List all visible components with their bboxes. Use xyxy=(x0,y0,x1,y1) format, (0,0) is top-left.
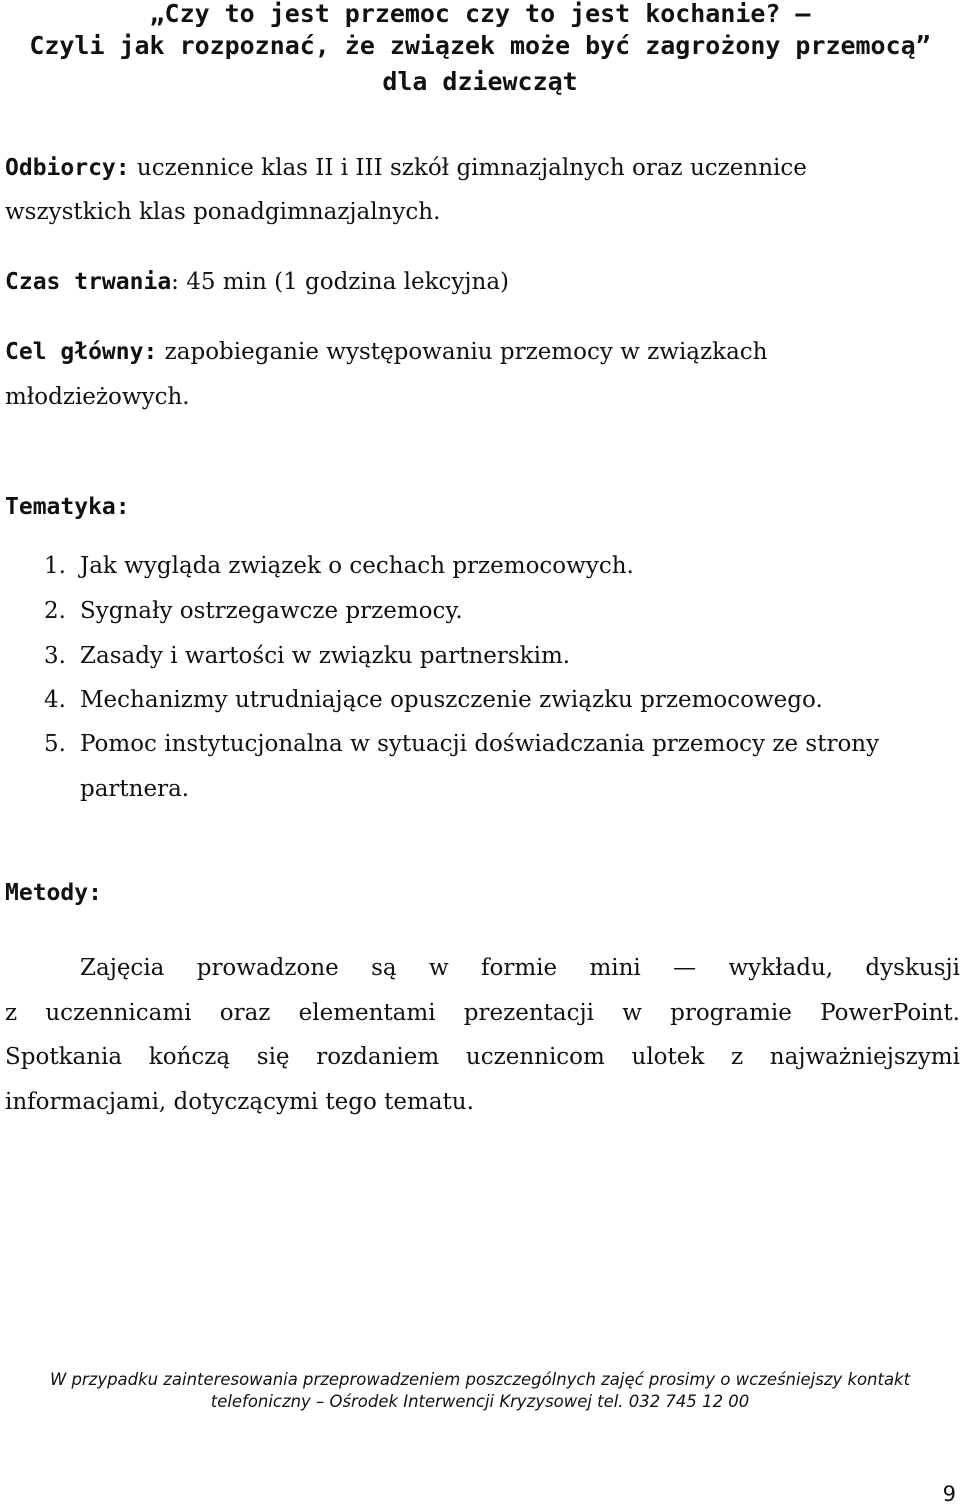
goal-text: zapobieganie występowaniu przemocy w związkach xyxy=(157,339,768,365)
audience-line-2: wszystkich klas ponadgimnazjalnych. xyxy=(5,199,441,225)
methods-word: w xyxy=(622,1000,642,1026)
footer-line-2: telefoniczny – Ośrodek Interwencji Kryzysowej tel. 032 745 12 00 xyxy=(210,1392,750,1411)
topic-item-2 xyxy=(44,596,463,626)
methods-word: kończą xyxy=(148,1044,231,1070)
methods-heading: Metody: xyxy=(5,880,102,906)
methods-word: uczennicom xyxy=(465,1044,605,1070)
topics-heading: Tematyka: xyxy=(5,494,130,520)
methods-word: Spotkania xyxy=(5,1044,123,1070)
topic-item-3 xyxy=(44,641,570,671)
topic-text: Jak wygląda związek o cechach przemocowych. xyxy=(80,553,634,579)
topic-text: Zasady i wartości w związku partnerskim. xyxy=(80,643,571,669)
topic-text: Mechanizmy utrudniające opuszczenie związku przemocowego. xyxy=(80,687,823,713)
methods-word: formie xyxy=(480,955,558,981)
methods-word: z xyxy=(731,1044,744,1070)
topic-item-5 xyxy=(44,729,879,759)
methods-word: mini xyxy=(589,955,641,981)
title-line-2: Czyli jak rozpoznać, że związek może być zagrożony przemocą” xyxy=(29,31,931,60)
title-line-3: dla dziewcząt xyxy=(382,67,578,96)
methods-word: dyskusji xyxy=(865,955,960,981)
methods-line-3 xyxy=(5,1042,960,1072)
methods-word: ulotek xyxy=(631,1044,705,1070)
methods-word: PowerPoint. xyxy=(820,1000,960,1026)
methods-line-4: informacjami, dotyczącymi tego tematu. xyxy=(5,1089,474,1115)
duration-label: Czas trwania xyxy=(5,269,172,295)
goal-line-2: młodzieżowych. xyxy=(5,384,190,410)
topic-text: Sygnały ostrzegawcze przemocy. xyxy=(80,598,463,624)
methods-word: programie xyxy=(670,1000,792,1026)
topic-number: 4. xyxy=(44,687,66,713)
methods-word: Zajęcia xyxy=(80,955,165,981)
page-number: 9 xyxy=(942,1482,956,1506)
methods-word: wykładu, xyxy=(728,955,834,981)
methods-word: prezentacji xyxy=(463,1000,594,1026)
footer-line-1: W przypadku zainteresowania przeprowadzeniem poszczególnych zajęć prosimy o wcześniejszy kontakt xyxy=(49,1370,911,1389)
methods-word: w xyxy=(428,955,449,981)
topic-item-1 xyxy=(44,551,634,581)
methods-word: najważniejszymi xyxy=(769,1044,960,1070)
methods-word: prowadzone xyxy=(196,955,339,981)
methods-word: uczennicami xyxy=(45,1000,192,1026)
methods-word: elementami xyxy=(298,1000,436,1026)
methods-word: — xyxy=(673,955,697,981)
topic-text: Pomoc instytucjonalna w sytuacji doświadczania przemocy ze strony xyxy=(80,731,880,757)
goal-label: Cel główny: xyxy=(5,339,158,365)
methods-word: oraz xyxy=(219,1000,271,1026)
methods-word: z xyxy=(5,1000,18,1026)
methods-line-1 xyxy=(80,953,960,983)
topic-number: 5. xyxy=(44,731,66,757)
methods-word: rozdaniem xyxy=(316,1044,440,1070)
methods-word: są xyxy=(371,955,397,981)
title-line-1: „Czy to jest przemoc czy to jest kochanie? – xyxy=(149,0,811,28)
topic-number: 3. xyxy=(44,643,66,669)
topic-item-4 xyxy=(44,685,823,715)
methods-word: się xyxy=(256,1044,290,1070)
duration-text: : 45 min (1 godzina lekcyjna) xyxy=(171,269,510,295)
duration-line xyxy=(5,267,509,297)
goal-line-1 xyxy=(5,337,767,367)
audience-label: Odbiorcy: xyxy=(5,155,130,181)
audience-text: uczennice klas II i III szkół gimnazjalnych oraz uczennice xyxy=(129,155,807,181)
audience-line-1 xyxy=(5,153,807,183)
topic-number: 2. xyxy=(44,598,66,624)
methods-line-2 xyxy=(5,998,960,1028)
topic-item-5-continuation: partnera. xyxy=(80,776,190,802)
topic-number: 1. xyxy=(44,553,66,579)
